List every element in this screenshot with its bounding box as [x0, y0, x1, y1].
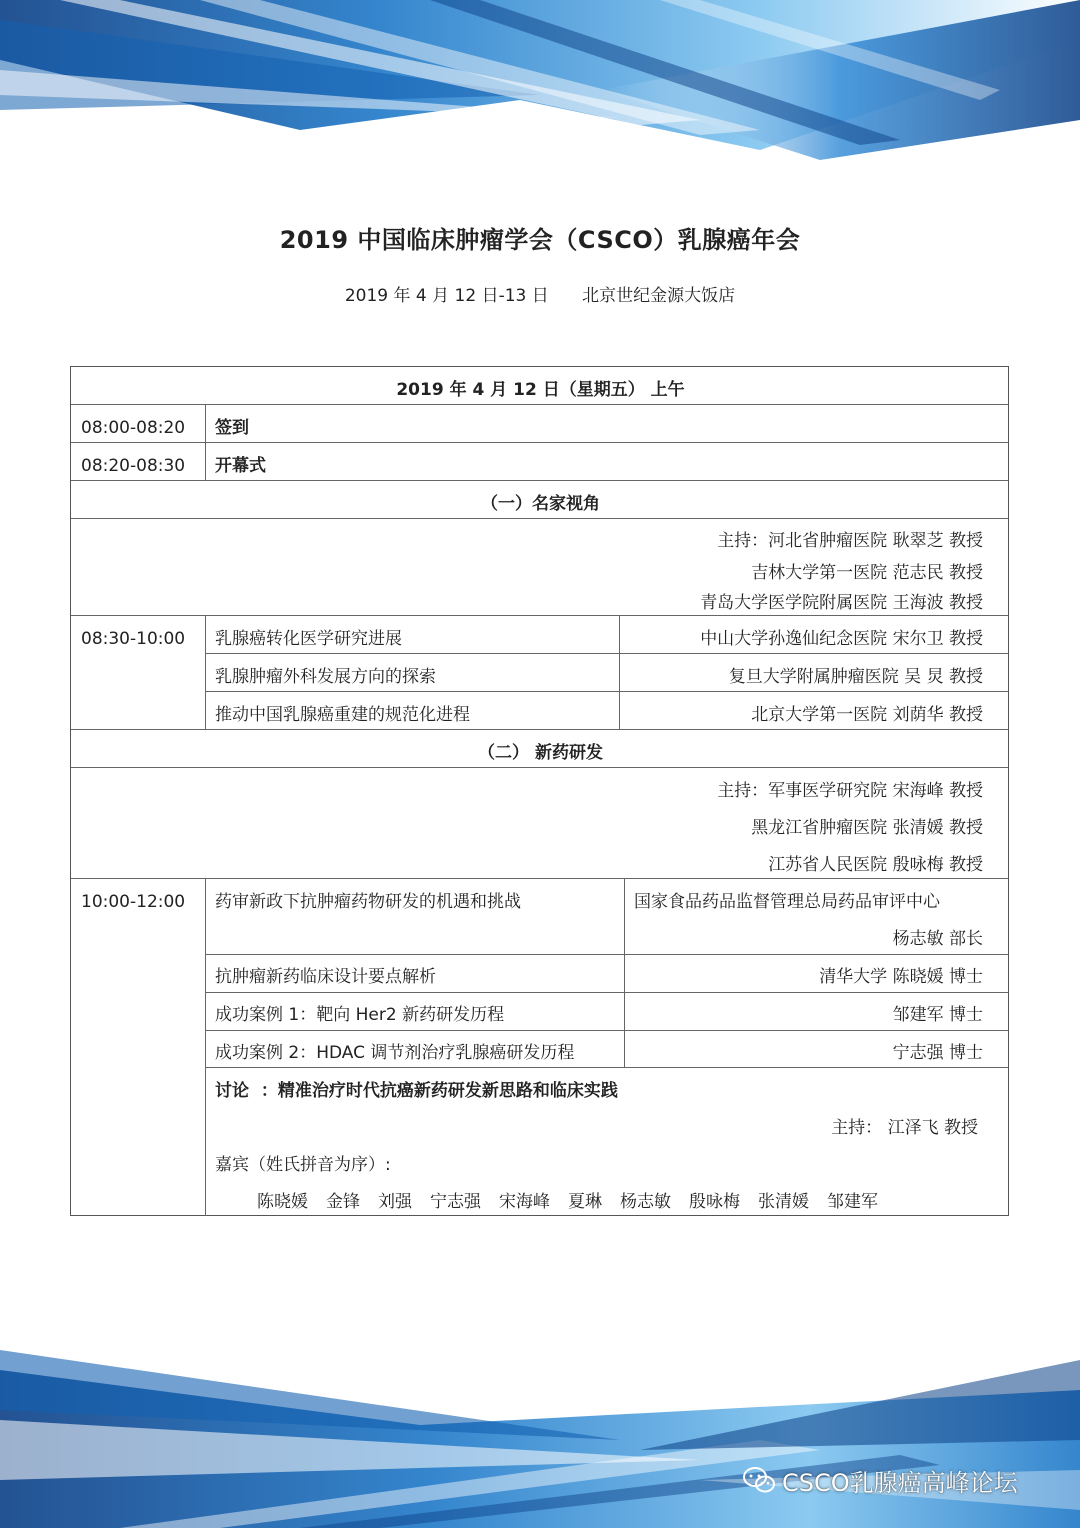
talk-speaker: 国家食品药品监督管理总局药品审评中心	[634, 892, 940, 912]
event-info	[0, 281, 1080, 306]
table-rule	[71, 729, 1008, 730]
guest-name: 张清媛	[758, 1192, 809, 1212]
section1-title: （一）名家视角	[481, 494, 600, 514]
event-date: 2019 年 4 月 12 日-13 日	[344, 286, 549, 306]
section1-chair: 吉林大学第一医院 范志民 教授	[751, 563, 983, 583]
section2-chair: 江苏省人民医院 殷咏梅 教授	[768, 855, 983, 875]
guest-name: 殷咏梅	[689, 1192, 740, 1212]
watermark	[742, 1462, 1018, 1498]
talk-speaker: 中山大学孙逸仙纪念医院 宋尔卫 教授	[700, 629, 983, 649]
talk-speaker: 复旦大学附属肿瘤医院 吴 炅 教授	[728, 667, 983, 687]
table-rule	[71, 480, 1008, 481]
guest-name: 刘强	[378, 1192, 412, 1212]
section2-chair: 主持：军事医学研究院 宋海峰 教授	[717, 781, 983, 801]
talk-title: 推动中国乳腺癌重建的规范化进程	[215, 705, 470, 725]
talk-speaker: 北京大学第一医院 刘荫华 教授	[751, 705, 983, 725]
bottom-banner-art	[0, 1330, 1080, 1528]
table-rule	[205, 1067, 1008, 1068]
section1-time: 08:30-10:00	[81, 629, 186, 649]
section2-chair: 黑龙江省肿瘤医院 张清媛 教授	[751, 818, 983, 838]
section1-chair: 主持：河北省肿瘤医院 耿翠芝 教授	[717, 531, 983, 551]
talk-title: 药审新政下抗肿瘤药物研发的机遇和挑战	[215, 892, 521, 912]
day-header: 2019 年 4 月 12 日（星期五） 上午	[396, 380, 685, 400]
opening-title: 开幕式	[215, 456, 266, 476]
guest-name: 邹建军	[827, 1192, 878, 1212]
table-rule	[71, 767, 1008, 768]
table-rule	[205, 615, 206, 729]
page-title: 2019 中国临床肿瘤学会（CSCO）乳腺癌年会	[279, 226, 801, 254]
section2-time: 10:00-12:00	[81, 892, 186, 912]
schedule-table	[70, 366, 1009, 1216]
guest-name: 夏琳	[568, 1192, 602, 1212]
guest-name: 陈晓媛	[257, 1192, 308, 1212]
guest-list	[257, 1191, 878, 1213]
guest-name: 宁志强	[430, 1192, 481, 1212]
talk-title: 乳腺肿瘤外科发展方向的探索	[215, 667, 436, 687]
opening-time: 08:20-08:30	[81, 456, 186, 476]
table-rule	[71, 878, 1008, 879]
discussion-label: 讨论	[215, 1081, 249, 1101]
guest-name: 杨志敏	[620, 1192, 671, 1212]
wechat-icon	[742, 1466, 776, 1494]
section2-title: （二） 新药研发	[478, 743, 603, 763]
talk-speaker: 宁志强 博士	[892, 1043, 983, 1063]
talk-title: 成功案例 1：靶向 Her2 新药研发历程	[215, 1005, 505, 1025]
top-banner-art	[0, 0, 1080, 165]
table-rule	[205, 992, 1008, 993]
table-rule	[71, 442, 1008, 443]
talk-speaker: 邹建军 博士	[892, 1005, 983, 1025]
discussion-heading	[215, 1080, 618, 1102]
talk-title: 乳腺癌转化医学研究进展	[215, 629, 402, 649]
table-rule	[205, 691, 1008, 692]
talk-speaker: 清华大学 陈晓媛 博士	[819, 967, 983, 987]
table-rule	[205, 653, 1008, 654]
table-rule	[205, 954, 1008, 955]
talk-title: 成功案例 2：HDAC 调节剂治疗乳腺癌研发历程	[215, 1043, 575, 1063]
top-banner	[0, 0, 1080, 165]
table-rule	[619, 615, 620, 729]
table-rule	[205, 1030, 1008, 1031]
table-rule	[71, 404, 1008, 405]
table-rule	[205, 878, 206, 1216]
table-rule	[624, 878, 625, 1067]
guests-label: 嘉宾（姓氏拼音为序）:	[215, 1155, 391, 1175]
watermark-text: CSCO乳腺癌高峰论坛	[782, 1468, 1018, 1497]
signin-title: 签到	[215, 418, 249, 438]
signin-time: 08:00-08:20	[81, 418, 186, 438]
table-rule	[71, 615, 1008, 616]
table-rule	[71, 518, 1008, 519]
bottom-banner	[0, 1330, 1080, 1528]
table-rule	[205, 404, 206, 480]
talk-title: 抗肿瘤新药临床设计要点解析	[215, 967, 436, 987]
talk-speaker: 杨志敏 部长	[892, 929, 983, 949]
discussion-host: 主持： 江泽飞 教授	[831, 1118, 978, 1138]
guest-name: 宋海峰	[499, 1192, 550, 1212]
guest-name: 金锋	[326, 1192, 360, 1212]
discussion-topic: ：精准治疗时代抗癌新药研发新思路和临床实践	[260, 1081, 618, 1101]
event-venue: 北京世纪金源大饭店	[582, 286, 736, 306]
section1-chair: 青岛大学医学院附属医院 王海波 教授	[700, 593, 983, 613]
